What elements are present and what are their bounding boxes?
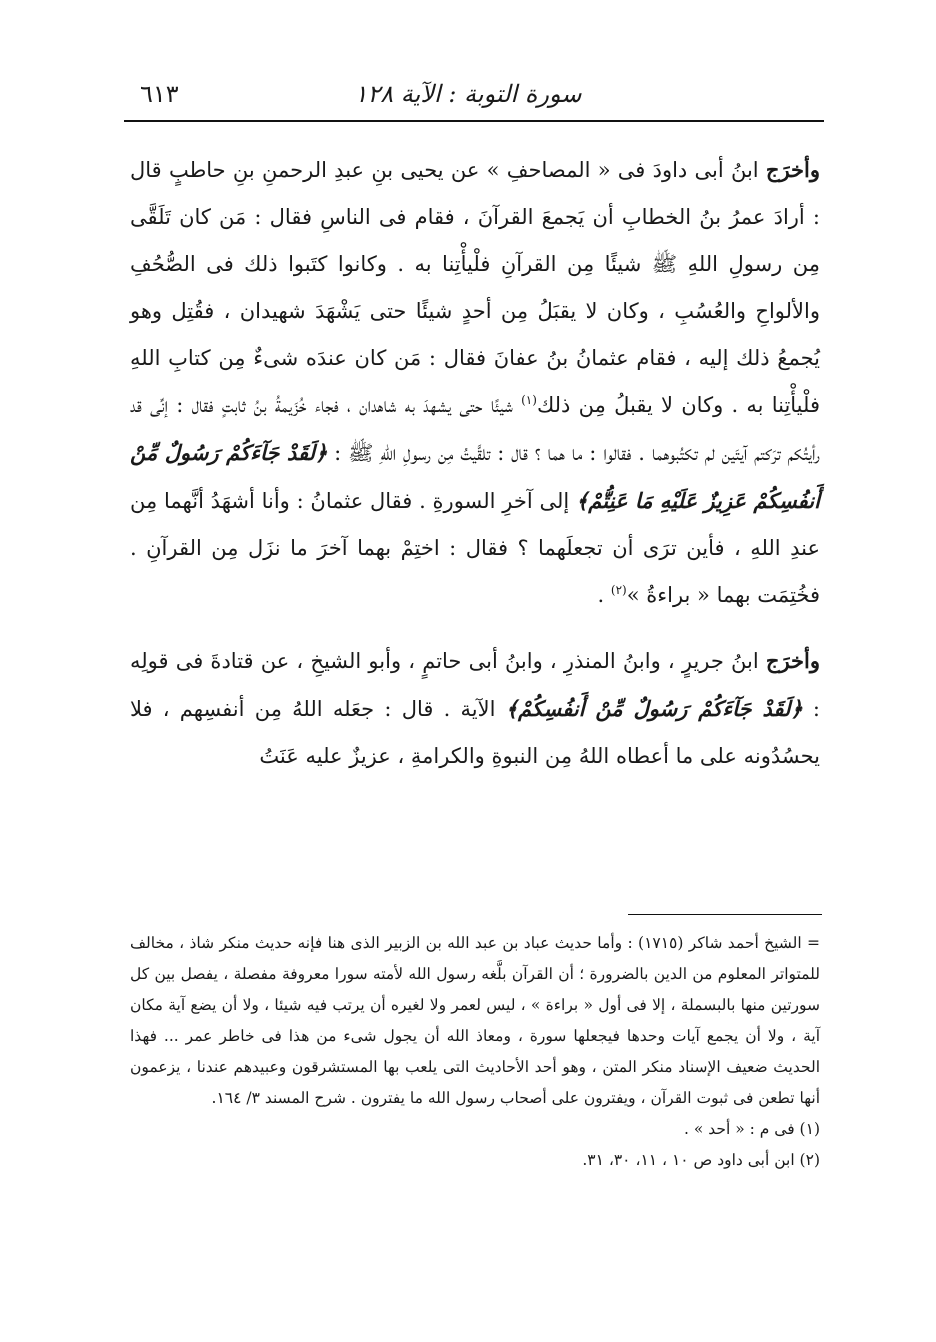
paragraph-lead: وأخرَج: [765, 157, 820, 182]
running-title: سورة التوبة : الآية ١٢٨: [354, 80, 582, 108]
paragraph-1: [130, 146, 820, 619]
footnote-ref-2: (٢): [610, 583, 627, 597]
header-rule: [124, 120, 824, 122]
footnote-continuation: = الشيخ أحمد شاكر (١٧١٥) : وأما حديث عباد بن عبد الله بن الزبير الذى هنا فإنه حديث منكر شاذ ، مخالف للمتواتر المعلوم من الدين بالضرورة ؛ أن القرآن بلَّغه رسول الله لأمته سورا معروفة مفصلة ، يفصل بين كل سورتين منها بالبسملة ، إلا فى أول « براءة » ، ليس لعمر ولا لغيره أن يرتب فيه شيئا ، ولا أن يضع آية مكان آية ، ولا أن يجمع آيات وحدها فيجعلها سورة ، ومعاذ الله أن يجول شىء من هذا فى خاطر عمر ... فهذا الحديث ضعيف الإسناد منكر المتن ، وهو أحد الأحاديث التى يلعب بها المستشرقون وعبيدهم عندنا ، يزعمون أنها تطعن فى ثبوت القرآن ، ويفترون على أصحاب رسول الله ما يفترون . شرح المسند ٣/ ١٦٤.: [130, 934, 820, 1107]
footnotes: [130, 928, 820, 1176]
paragraph-text: ابنُ جريرٍ ، وابنُ المنذرِ ، وابنُ أبى حاتمٍ ، وأبو الشيخِ ، عن قتادةَ فى قولِه :: [130, 649, 820, 721]
footnote-2: (٢) ابن أبى داود ص ١٠ ، ١١، ٣٠، ٣١.: [582, 1151, 820, 1169]
footnote-separator: [628, 914, 822, 915]
footnote-ref-1: (١): [521, 393, 537, 407]
paragraph-text: شيئًا حتى يشهدَ به شاهدان ، فجاء خُزَيمةُ بنُ ثابتٍ فقال : إنِّى قد رأيتُكم ترَكتم آيتَين لم تكتُبوهما . فقالوا : ما هما ؟ قال : تلقَّيتُ مِن رسولِ اللهِ ﷺ :: [130, 393, 820, 465]
footnote-1: (١) فى م : « أحد » .: [684, 1120, 820, 1138]
paragraph-text: .: [597, 583, 611, 607]
paragraph-text: ابنُ أبى داودَ فى « المصاحفِ » عن يحيى بنِ عبدِ الرحمنِ بنِ حاطبٍ قال : أرادَ عمرُ بنُ الخطابِ أن يَجمعَ القرآنَ ، فقام فى الناسِ فقال : مَن كان تَلَقَّى مِن رسولِ اللهِ ﷺ شيئًا مِن القرآنِ فلْيأْتِنا به . وكانوا كتَبوا ذلك فى الصُّحُفِ والألواحِ والعُسُبِ ، وكان لا يقبَلُ مِن أحدٍ شيئًا حتى يَشْهَدَ شهيدان ، فقُتِل وهو يُجمعُ ذلك إليه ، فقام عثمانُ بنُ عفانَ فقال : مَن كان عندَه شىءٌ مِن كتابِ اللهِ فلْيأْتِنا به . وكان لا يقبلُ مِن ذلك: [130, 158, 821, 417]
quran-verse: ﴿لَقَدْ جَآءَكُمْ رَسُولٌ مِّنْ أَنفُسِكُمْ﴾: [505, 696, 803, 721]
paragraph-lead: وأخرَج: [765, 648, 820, 673]
main-text: [130, 146, 820, 780]
page-header: [140, 74, 796, 118]
page-number: ٦١٣: [140, 80, 179, 108]
paragraph-text: الآية . قال : جعَله اللهُ مِن أنفسِهم ، فلا يحسُدُونه على ما أعطاه اللهُ مِن النبوةِ والكرامةِ ، عزيزٌ عليه عَنَتُ: [130, 697, 820, 768]
paragraph-2: [130, 637, 820, 780]
quran-verse: ﴿لَقَدْ جَآءَكُمْ رَسُولٌ مِّنْ أَنفُسِكُمْ عَزِيزٌ عَلَيْهِ مَا عَنِتُّمْ﴾: [130, 440, 820, 513]
paragraph-text: إلى آخرِ السورةِ . فقال عثمانُ : وأنا أشهَدُ أنَّهما مِن عندِ اللهِ ، فأين ترَى أن تجعلَهما ؟ فقال : اختِمْ بهما آخرَ ما نزَل مِن القرآنِ . فخُتِمَت بهما « براءةُ »: [130, 489, 820, 607]
